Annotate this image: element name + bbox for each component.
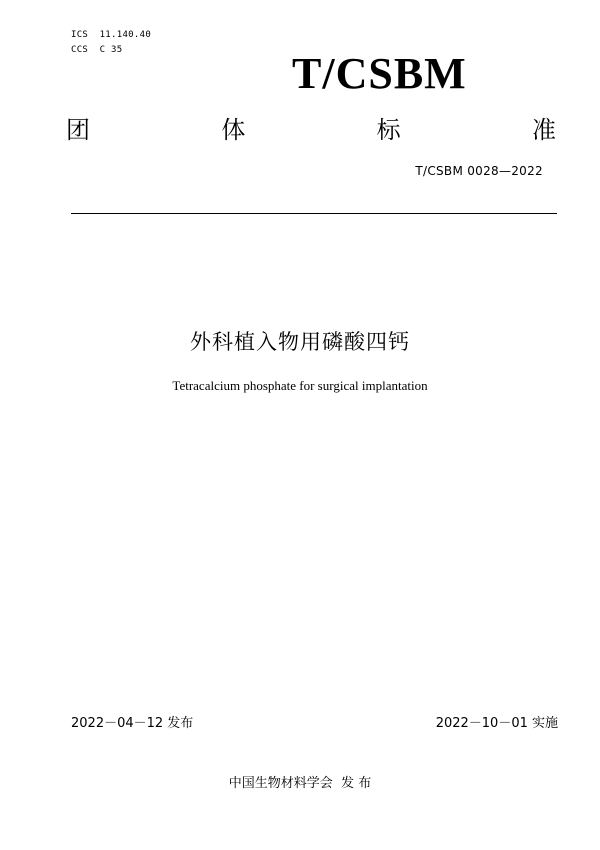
implement-date: 2022－10－01 实施	[435, 716, 558, 731]
publisher: 中国生物材料学会 发 布	[228, 776, 372, 791]
standard-type-char: 团	[66, 116, 90, 144]
standard-type-char: 体	[221, 116, 246, 144]
standard-type	[66, 114, 556, 146]
document-title-english: Tetracalcium phosphate for surgical implantation	[172, 378, 428, 393]
standard-type-char: 准	[531, 116, 556, 144]
ccs-code: CCS C 35	[71, 45, 123, 55]
standard-brand: T/CSBM	[292, 49, 467, 98]
ics-code: ICS 11.140.40	[71, 30, 152, 40]
publish-date: 2022－04－12 发布	[71, 716, 194, 731]
classification-codes	[71, 28, 151, 58]
header-divider	[71, 213, 557, 214]
standard-number: T/CSBM 0028—2022	[415, 164, 543, 178]
document-title-chinese: 外科植入物用磷酸四钙	[190, 330, 410, 354]
standard-type-char: 标	[376, 116, 401, 144]
